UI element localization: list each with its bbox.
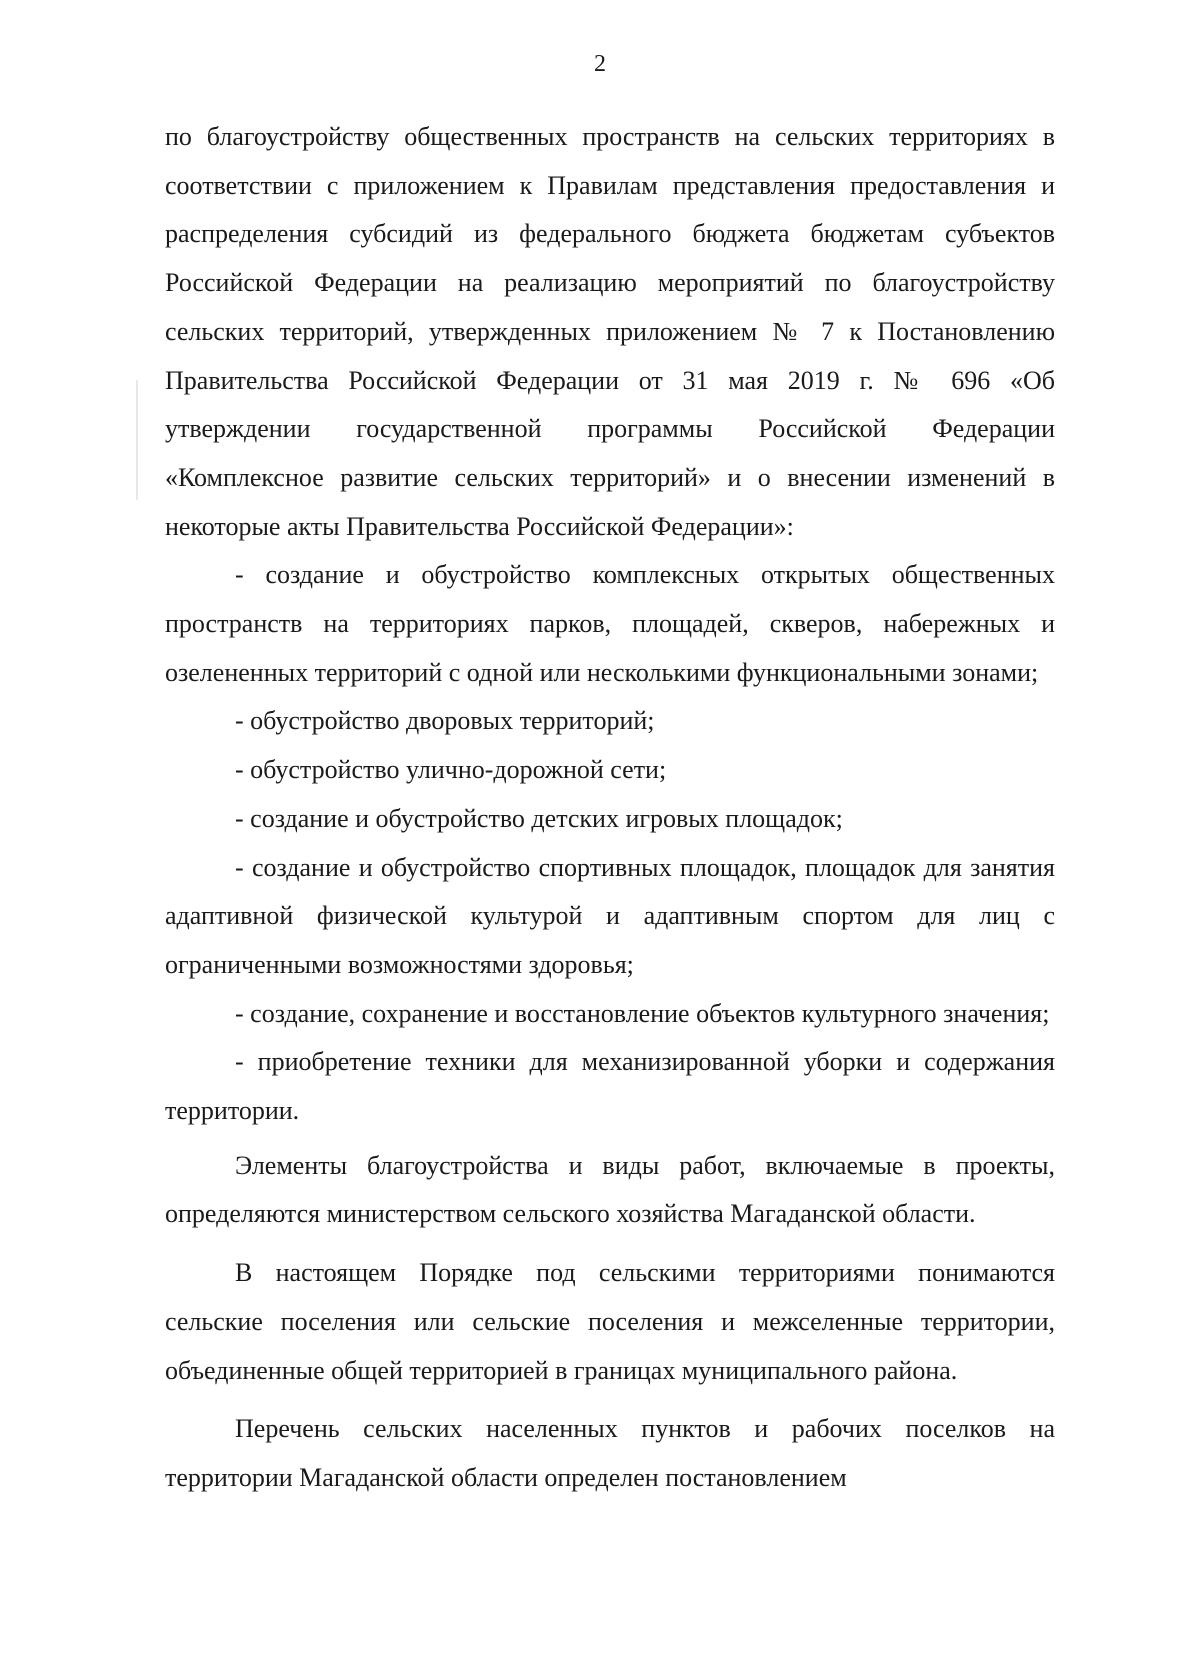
list-item-road-network: - обустройство улично-дорожной сети; [235, 755, 667, 785]
paragraph-intro: по благоустройству общественных пространств на сельских территориях в соответствии с приложением к Правилам представления предоставления и распределения субсидий из федерального бюджета бюджетам субъектов Российской Федерации на реализацию мероприятий по благоустройству сельских территорий, утвержденных приложением № 7 к Постановлению Правительства Российской Федерации от 31 мая 2019 г. № 696 «Об утверждении государственной программы Российской Федерации «Комплексное развитие сельских территорий» и о внесении изменений в некоторые акты Правительства Российской Федерации»: [165, 122, 1055, 541]
list-item-sports-grounds: - создание и обустройство спортивных площадок, площадок для занятия адаптивной физической культурой и адаптивным спортом для лиц с ограниченными возможностями здоровья; [165, 852, 1055, 979]
paragraph-rural-definition: В настоящем Порядке под сельскими территориями понимаются сельские поселения или сельские поселения и межселенные территории, объединенные общей территорией в границах муниципального района. [165, 1258, 1055, 1385]
paragraph-elements: Элементы благоустройства и виды работ, включаемые в проекты, определяются министерством сельского хозяйства Магаданской области. [165, 1150, 1055, 1229]
document-body [165, 113, 1055, 1503]
list-item-machinery: - приобретение техники для механизированной уборки и содержания территории. [165, 1047, 1055, 1126]
list-item-cultural-objects: - создание, сохранение и восстановление объектов культурного значения; [235, 998, 1050, 1028]
paragraph-settlements-list: Перечень сельских населенных пунктов и рабочих поселков на территории Магаданской области определен постановлением [165, 1414, 1055, 1492]
list-item-playgrounds: - создание и обустройство детских игровых площадок; [235, 803, 843, 833]
page-number: 2 [594, 51, 606, 77]
list-item-yards: - обустройство дворовых территорий; [235, 706, 655, 736]
list-item-public-spaces: - создание и обустройство комплексных открытых общественных пространств на территориях парков, площадей, скверов, набережных и озелененных территорий с одной или несколькими функциональными зонами; [165, 560, 1055, 687]
scan-margin-mark [136, 380, 138, 500]
